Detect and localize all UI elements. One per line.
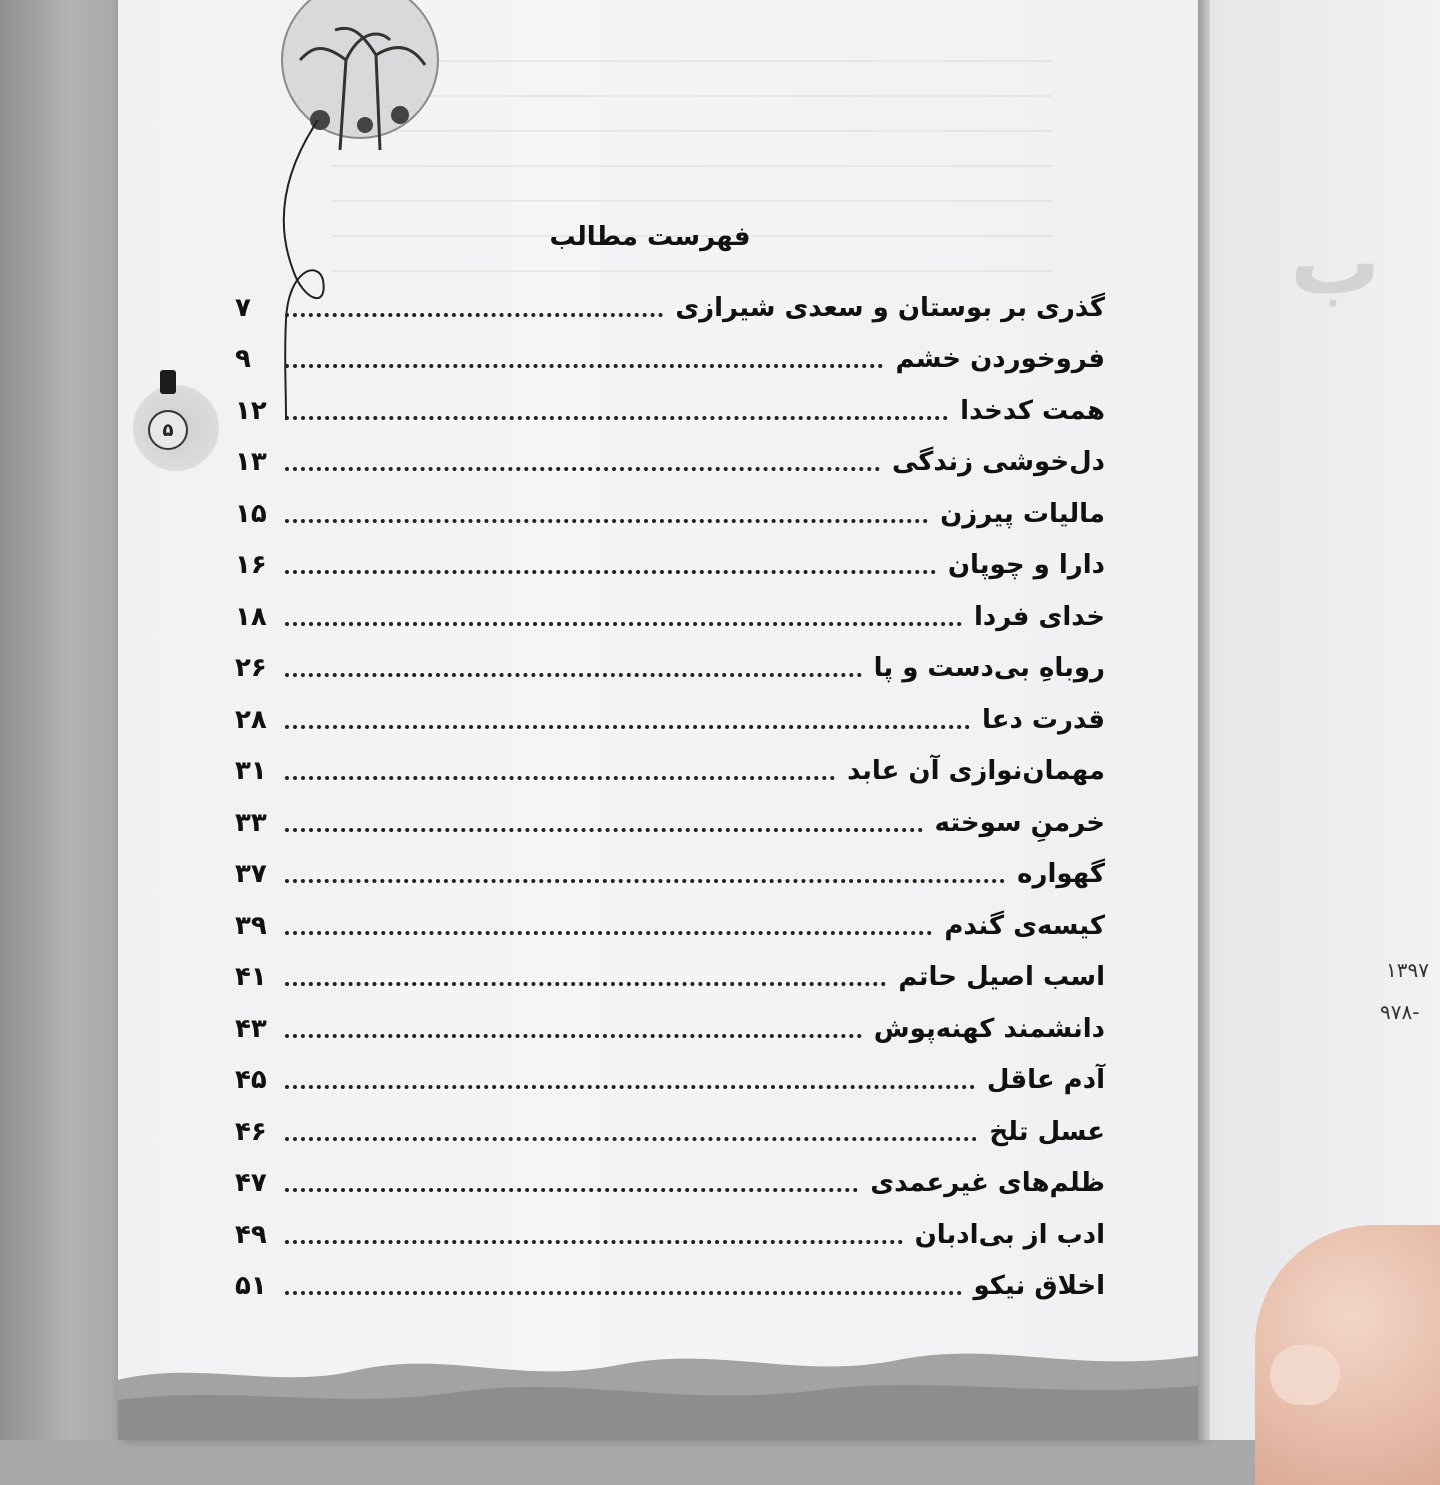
dot-leader xyxy=(285,467,880,471)
dot-leader xyxy=(285,931,932,935)
toc-entry-page: ۷ xyxy=(235,292,251,323)
page-title: فهرست مطالب xyxy=(549,222,751,252)
right-page-number-fragment: ۹۷۸- xyxy=(1380,1000,1420,1024)
toc-entry xyxy=(235,1261,1105,1313)
toc-entry-page: ۲۸ xyxy=(235,704,267,735)
toc-entry-page: ۴۵ xyxy=(235,1065,267,1096)
toc-entry-title: عسل تلخ xyxy=(989,1116,1105,1147)
toc-entry xyxy=(235,1106,1105,1158)
toc-entry-page: ۳۳ xyxy=(235,807,267,838)
toc-entry-page: ۵۱ xyxy=(235,1271,267,1302)
toc-entry xyxy=(235,900,1105,952)
toc-entry xyxy=(235,849,1105,901)
dot-leader xyxy=(285,776,835,780)
table-of-contents xyxy=(235,282,1105,1312)
dot-leader xyxy=(285,982,886,986)
toc-entry-title: کیسه‌ی گندم xyxy=(944,910,1105,941)
toc-entry-page: ۳۱ xyxy=(235,756,267,787)
dot-leader xyxy=(285,622,962,626)
dot-leader xyxy=(285,313,663,317)
toc-entry xyxy=(235,694,1105,746)
dot-leader xyxy=(285,879,1005,883)
toc-entry-page: ۱۳ xyxy=(235,447,267,478)
show-through-heading: ب xyxy=(1290,210,1381,315)
dot-leader xyxy=(285,1188,858,1192)
toc-entry xyxy=(235,282,1105,334)
dot-leader xyxy=(285,1240,903,1244)
toc-entry xyxy=(235,1003,1105,1055)
toc-entry-title: گذری بر بوستان و سعدی شیرازی xyxy=(675,292,1105,323)
toc-entry xyxy=(235,643,1105,695)
toc-entry-title: آدم عاقل xyxy=(986,1065,1105,1096)
toc-entry-title: اسب اصیل حاتم xyxy=(898,962,1105,993)
toc-entry xyxy=(235,1055,1105,1107)
dot-leader xyxy=(285,1291,962,1295)
toc-entry xyxy=(235,797,1105,849)
dot-leader xyxy=(285,1085,975,1089)
right-page-number-fragment: ۱۳۹۷ xyxy=(1386,958,1429,982)
toc-entry-page: ۴۷ xyxy=(235,1168,267,1199)
dot-leader xyxy=(285,725,970,729)
toc-entry xyxy=(235,591,1105,643)
dot-leader xyxy=(285,1137,977,1141)
toc-entry xyxy=(235,488,1105,540)
toc-entry-page: ۴۱ xyxy=(235,962,267,993)
bulb-socket xyxy=(160,370,176,394)
toc-entry-page: ۱۵ xyxy=(235,498,267,529)
dot-leader xyxy=(285,416,948,420)
dot-leader xyxy=(285,1034,862,1038)
thumbnail xyxy=(1270,1345,1340,1405)
toc-entry-page: ۹ xyxy=(235,344,251,375)
dot-leader xyxy=(285,519,928,523)
toc-entry-title: فروخوردن خشم xyxy=(895,344,1105,375)
toc-entry-title: دانشمند کهنه‌پوش xyxy=(873,1013,1105,1044)
toc-entry-title: خرمنِ سوخته xyxy=(934,807,1105,838)
toc-entry xyxy=(235,746,1105,798)
toc-entry-page: ۱۶ xyxy=(235,550,267,581)
book-page-right xyxy=(1210,0,1440,1440)
toc-entry-title: همت کدخدا xyxy=(960,395,1105,426)
dot-leader xyxy=(285,673,862,677)
toc-entry-title: اخلاق نیکو xyxy=(973,1271,1105,1302)
toc-entry-page: ۱۸ xyxy=(235,601,267,632)
toc-entry-page: ۳۹ xyxy=(235,910,267,941)
toc-entry-page: ۳۷ xyxy=(235,859,267,890)
toc-entry-page: ۴۶ xyxy=(235,1116,267,1147)
toc-entry-title: روباهِ بی‌دست و پا xyxy=(873,653,1105,684)
toc-entry-page: ۱۲ xyxy=(235,395,267,426)
toc-entry-title: مهمان‌نوازی آن عابد xyxy=(847,756,1105,787)
toc-entry-title: دارا و چوپان xyxy=(947,550,1105,581)
toc-entry xyxy=(235,540,1105,592)
toc-entry-title: ظلم‌های غیرعمدی xyxy=(870,1168,1105,1199)
book-page-left xyxy=(118,0,1203,1440)
toc-entry-title: مالیات پیرزن xyxy=(940,498,1105,529)
toc-entry xyxy=(235,952,1105,1004)
decorative-landscape-strip xyxy=(118,1330,1203,1440)
dot-leader xyxy=(285,570,936,574)
toc-entry xyxy=(235,1158,1105,1210)
toc-entry-page: ۴۹ xyxy=(235,1219,267,1250)
toc-entry xyxy=(235,437,1105,489)
toc-entry-title: خدای فردا xyxy=(973,601,1105,632)
toc-entry-title: قدرت دعا xyxy=(981,704,1105,735)
toc-entry xyxy=(235,385,1105,437)
toc-entry xyxy=(235,1209,1105,1261)
show-through-text xyxy=(333,40,1053,300)
toc-entry-title: ادب از بی‌ادبان xyxy=(914,1219,1105,1250)
page-number: ۵ xyxy=(148,410,188,450)
toc-entry-title: دل‌خوشی زندگی xyxy=(891,447,1105,478)
toc-entry-title: گهواره xyxy=(1017,859,1105,890)
toc-entry-page: ۴۳ xyxy=(235,1013,267,1044)
toc-entry xyxy=(235,334,1105,386)
dot-leader xyxy=(285,828,923,832)
dot-leader xyxy=(285,364,883,368)
toc-entry-page: ۲۶ xyxy=(235,653,267,684)
